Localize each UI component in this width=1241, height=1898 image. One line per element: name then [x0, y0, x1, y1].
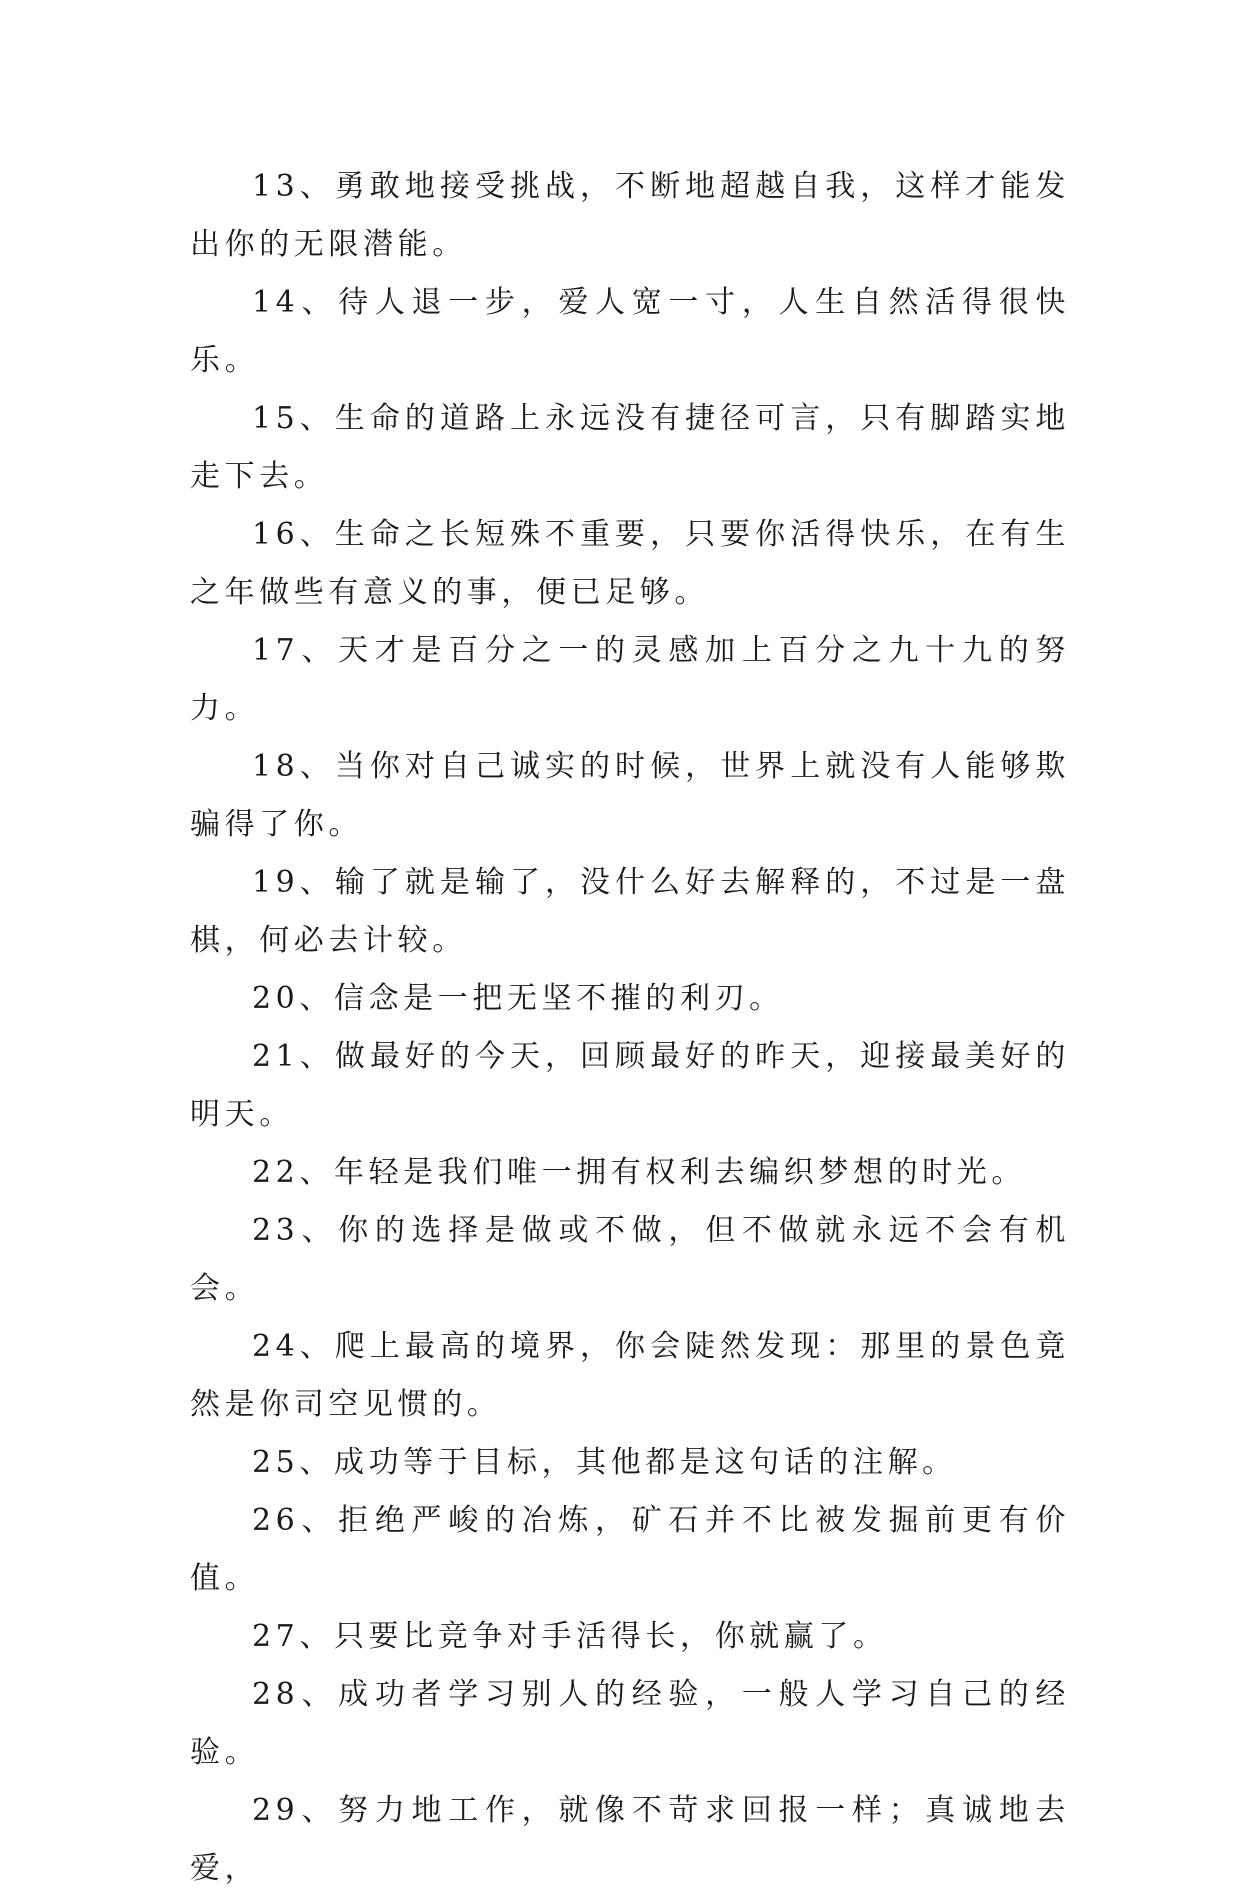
quote-paragraph-18: 18、当你对自己诚实的时候，世界上就没有人能够欺骗得了你。 [190, 749, 1070, 842]
quote-paragraph-23: 23、你的选择是做或不做，但不做就永远不会有机会。 [190, 1213, 1070, 1306]
quote-paragraph-19: 19、输了就是输了，没什么好去解释的，不过是一盘棋，何必去计较。 [190, 865, 1070, 958]
quote-paragraph-24: 24、爬上最高的境界，你会陡然发现：那里的景色竟然是你司空见惯的。 [190, 1329, 1070, 1422]
quote-paragraph-16: 16、生命之长短殊不重要，只要你活得快乐，在有生之年做些有意义的事，便已足够。 [190, 517, 1070, 610]
quote-paragraph-29: 29、努力地工作，就像不苛求回报一样；真诚地去爱， [190, 1793, 1070, 1886]
quote-paragraph-14: 14、待人退一步，爱人宽一寸，人生自然活得很快乐。 [190, 285, 1070, 378]
quote-paragraph-20: 20、信念是一把无坚不摧的利刃。 [252, 981, 784, 1016]
quote-paragraph-28: 28、成功者学习别人的经验，一般人学习自己的经验。 [190, 1677, 1070, 1770]
quote-paragraph-15: 15、生命的道路上永远没有捷径可言，只有脚踏实地走下去。 [190, 401, 1070, 494]
quote-paragraph-27: 27、只要比竞争对手活得长，你就赢了。 [252, 1619, 888, 1654]
quote-paragraph-21: 21、做最好的今天，回顾最好的昨天，迎接最美好的明天。 [190, 1039, 1070, 1132]
quote-paragraph-17: 17、天才是百分之一的灵感加上百分之九十九的努力。 [190, 633, 1070, 726]
quote-paragraph-13: 13、勇敢地接受挑战，不断地超越自我，这样才能发出你的无限潜能。 [190, 169, 1070, 262]
document-page [190, 158, 1070, 1898]
quote-paragraph-25: 25、成功等于目标，其他都是这句话的注解。 [252, 1445, 957, 1480]
quote-paragraph-22: 22、年轻是我们唯一拥有权利去编织梦想的时光。 [252, 1155, 1026, 1190]
quote-paragraph-26: 26、拒绝严峻的冶炼，矿石并不比被发掘前更有价值。 [190, 1503, 1070, 1596]
